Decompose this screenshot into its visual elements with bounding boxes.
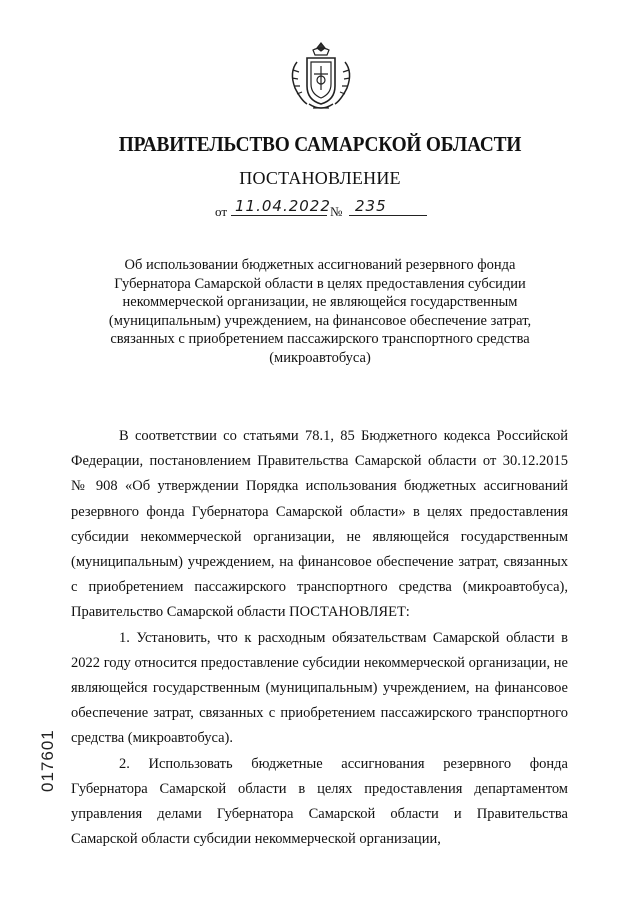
document-type-title: ПОСТАНОВЛЕНИЕ xyxy=(239,168,401,188)
date-number-line xyxy=(215,197,435,219)
preamble-paragraph: В соответствии со статьями 78.1, 85 Бюджетного кодекса Российской Федерации, постановлением Правительства Самарской области от 30.12.2015 № 908 «Об утверждении Порядка использования бюджетных ассигнований резервного фонда Губернатора Самарской области» в целях предоставления субсидии некоммерческой организации, не являющейся государственным (муниципальным) учреждением, на финансовое обеспечение затрат, связанных с приобретением пассажирского транспортного средства (микроавтобуса), Правительство Самарской области ПОСТАНОВЛЯЕТ: xyxy=(71,428,568,621)
clause-1-paragraph: 1. Установить, что к расходным обязательствам Самарской области в 2022 году относится предоставление субсидии некоммерческой организации, не являющейся государственным (муниципальным) учреждением, на финансовое обеспечение затрат, связанных с приобретением пассажирского транспортного средства (микроавтобуса). xyxy=(71,629,568,747)
number-underline xyxy=(349,215,427,216)
margin-serial-stamp: 017601 xyxy=(38,729,57,792)
handwritten-number: 235 xyxy=(355,197,387,215)
clause-2-paragraph: 2. Использовать бюджетные ассигнования резервного фонда Губернатора Самарской области в целях предоставления департаментом управления делами Губернатора Самарской области и Правительства Самарской области субсидии некоммерческой организации, xyxy=(71,755,568,848)
decree-body xyxy=(71,424,568,852)
date-underline xyxy=(231,215,327,216)
authority-title: ПРАВИТЕЛЬСТВО САМАРСКОЙ ОБЛАСТИ xyxy=(118,132,522,156)
date-label: от xyxy=(215,204,228,219)
coat-of-arms-emblem xyxy=(287,40,355,114)
handwritten-date: 11.04.2022 xyxy=(235,197,331,215)
number-label: № xyxy=(330,204,343,219)
decree-subject: Об использовании бюджетных ассигнований резервного фонда Губернатора Самарской области в целях предоставления субсидии некоммерческой организации, не являющейся государственным (муниципальным) учреждением, на финансовое обеспечение затрат, связанных с приобретением пассажирского транспортного средства (микроавтобуса) xyxy=(108,257,532,366)
